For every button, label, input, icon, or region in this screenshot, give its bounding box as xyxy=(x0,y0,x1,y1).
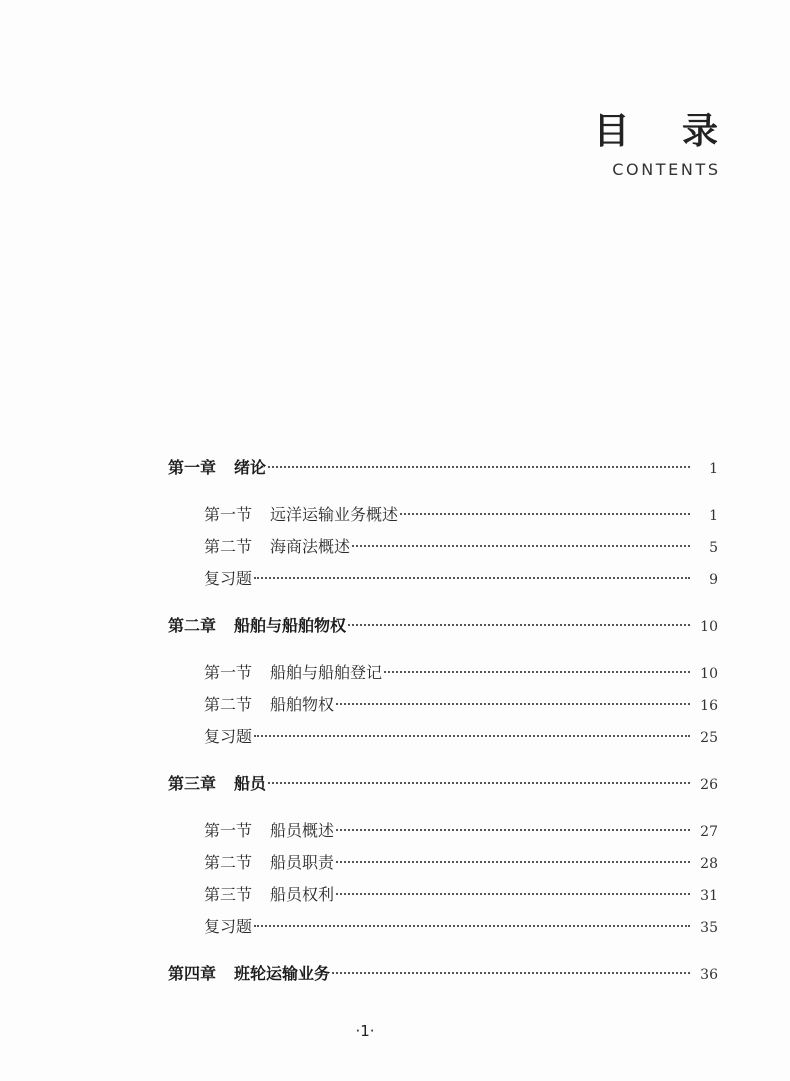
dot-leader xyxy=(400,513,690,515)
toc-page-number: 5 xyxy=(709,540,718,556)
toc-chapter-3[interactable] xyxy=(168,771,718,793)
toc-chapter-number: 第三章 xyxy=(168,774,217,793)
toc-page-number: 25 xyxy=(700,730,718,746)
toc-section-title: 船舶物权 xyxy=(270,695,335,714)
toc-section-number: 第三节 xyxy=(204,885,253,904)
dot-leader xyxy=(254,577,690,579)
toc-page-number: 1 xyxy=(709,461,718,477)
dot-leader xyxy=(332,972,690,974)
toc-section-number: 第二节 xyxy=(204,853,253,872)
toc-chapter-1[interactable] xyxy=(168,455,718,477)
toc-review-title: 复习题 xyxy=(204,727,253,746)
toc-section-number: 第一节 xyxy=(204,663,253,682)
toc-section-title: 船舶与船舶登记 xyxy=(270,663,383,682)
toc-page-number: 27 xyxy=(700,824,718,840)
dot-leader xyxy=(268,466,690,468)
toc-section-3-2[interactable] xyxy=(204,850,718,872)
toc-chapter-number: 第四章 xyxy=(168,964,217,983)
toc-page-number: 9 xyxy=(709,572,718,588)
dot-leader xyxy=(254,925,690,927)
toc-page-number: 16 xyxy=(700,698,718,714)
dot-leader xyxy=(336,703,690,705)
page-subtitle: CONTENTS xyxy=(612,160,721,179)
toc-page-number: 31 xyxy=(700,888,718,904)
toc-section-2-1[interactable] xyxy=(204,660,718,682)
toc-page-number: 28 xyxy=(700,856,718,872)
toc-review-2[interactable] xyxy=(204,724,718,746)
toc-page-number: 36 xyxy=(700,967,718,983)
toc-section-number: 第一节 xyxy=(204,821,253,840)
toc-section-number: 第一节 xyxy=(204,505,253,524)
toc-page-number: 1 xyxy=(709,508,718,524)
toc-chapter-title: 船员 xyxy=(234,774,267,793)
toc-page-number: 26 xyxy=(700,777,718,793)
toc-chapter-title: 绪论 xyxy=(234,458,267,477)
toc-review-3[interactable] xyxy=(204,914,718,936)
toc-section-2-2[interactable] xyxy=(204,692,718,714)
dot-leader xyxy=(336,893,690,895)
toc-section-title: 远洋运输业务概述 xyxy=(270,505,399,524)
dot-leader xyxy=(336,829,690,831)
toc-section-title: 海商法概述 xyxy=(270,537,351,556)
toc-section-number: 第二节 xyxy=(204,695,253,714)
toc-page-number: 10 xyxy=(700,666,718,682)
toc-review-title: 复习题 xyxy=(204,917,253,936)
page-title: 目 录 xyxy=(593,111,738,152)
toc-section-title: 船员概述 xyxy=(270,821,335,840)
toc-page-number: 10 xyxy=(700,619,718,635)
dot-leader xyxy=(352,545,690,547)
dot-leader xyxy=(268,782,690,784)
toc-chapter-title: 船舶与船舶物权 xyxy=(234,616,347,635)
toc-chapter-2[interactable] xyxy=(168,613,718,635)
toc-section-title: 船员权利 xyxy=(270,885,335,904)
title-block xyxy=(593,108,738,180)
toc-section-3-3[interactable] xyxy=(204,882,718,904)
dot-leader xyxy=(336,861,690,863)
toc-section-1-1[interactable] xyxy=(204,502,718,524)
dot-leader xyxy=(348,624,690,626)
toc-chapter-4[interactable] xyxy=(168,961,718,983)
toc-review-title: 复习题 xyxy=(204,569,253,588)
toc-page-number: 35 xyxy=(700,920,718,936)
toc-section-3-1[interactable] xyxy=(204,818,718,840)
toc-chapter-number: 第一章 xyxy=(168,458,217,477)
toc-chapter-title: 班轮运输业务 xyxy=(234,964,331,983)
dot-leader xyxy=(254,735,690,737)
toc-section-title: 船员职责 xyxy=(270,853,335,872)
toc-chapter-number: 第二章 xyxy=(168,616,217,635)
dot-leader xyxy=(384,671,690,673)
toc-section-number: 第二节 xyxy=(204,537,253,556)
toc-section-1-2[interactable] xyxy=(204,534,718,556)
page-folio: ·1· xyxy=(355,1022,375,1040)
toc-review-1[interactable] xyxy=(204,566,718,588)
